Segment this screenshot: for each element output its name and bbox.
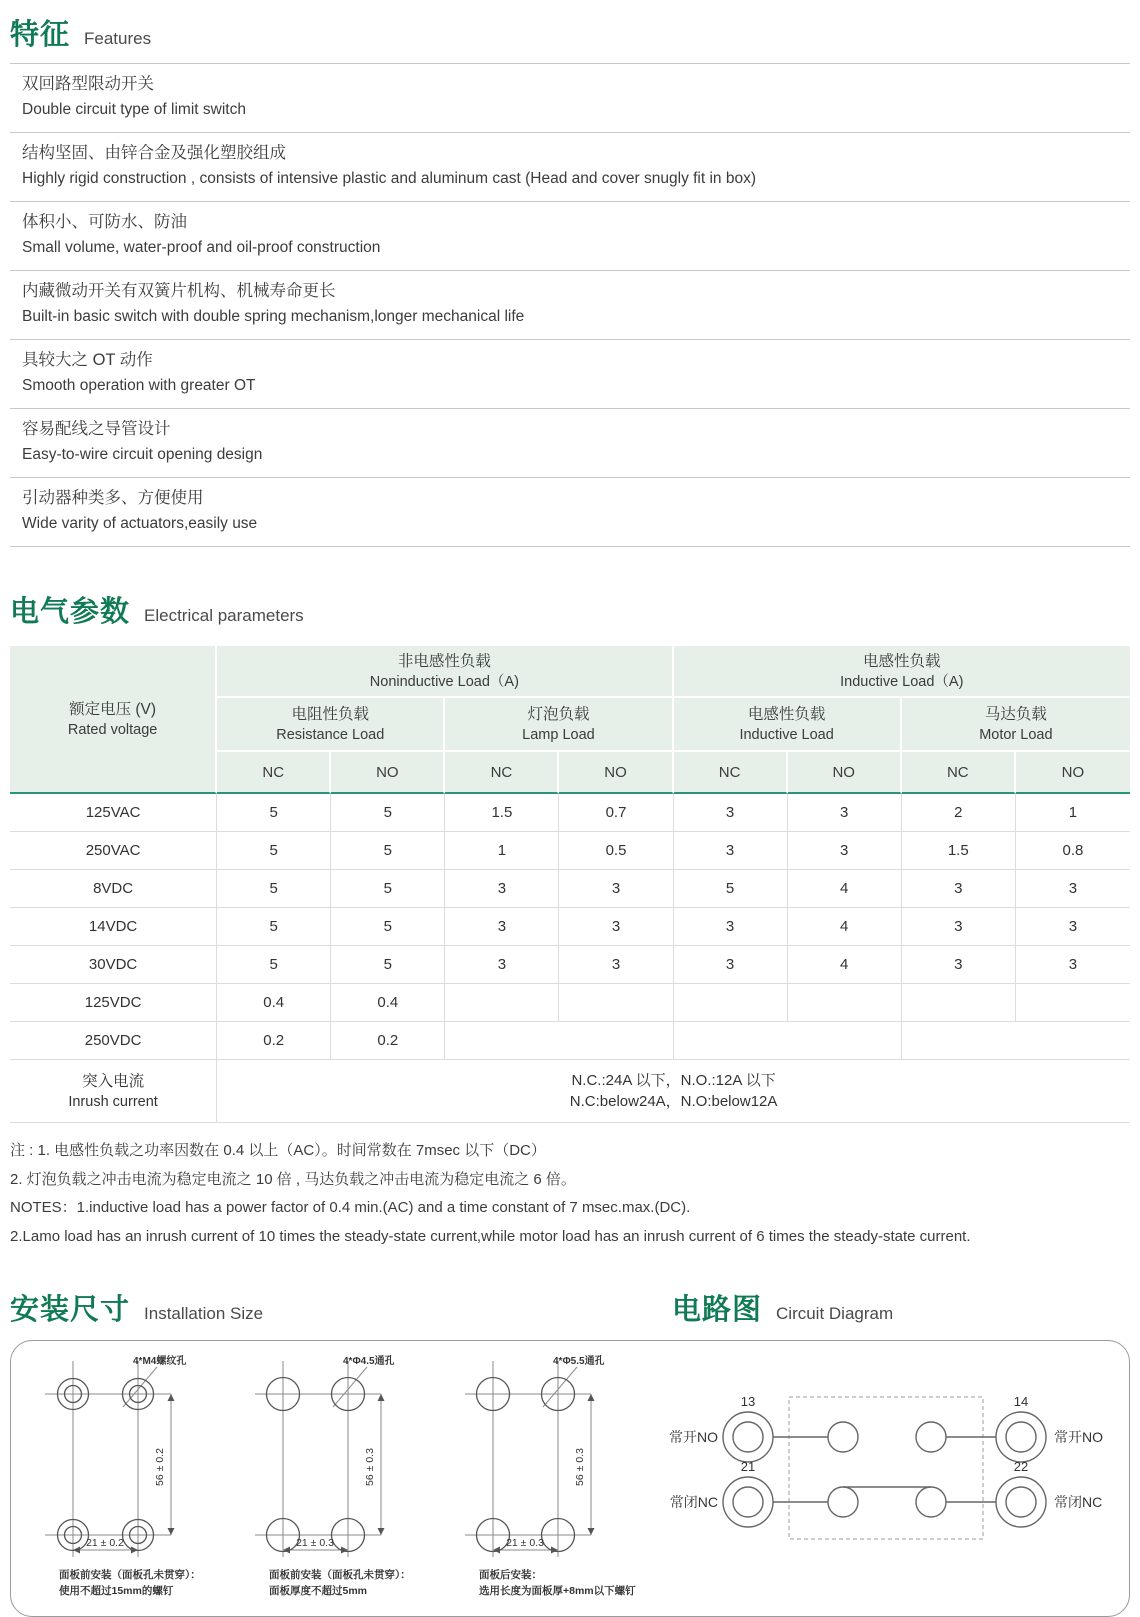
terminal-13-outer	[723, 1412, 773, 1462]
feature-text-zh: 具较大之 OT 动作	[22, 351, 153, 369]
header-inductive-load	[674, 698, 902, 752]
value-cell: 5	[217, 946, 331, 984]
header-noninductive-en: Noninductive Load（A)	[369, 673, 519, 690]
installation-heading-en: Installation Size	[144, 1304, 264, 1323]
feature-item	[10, 133, 1130, 202]
terminal-number-21: 21	[740, 1459, 756, 1474]
table-row	[10, 870, 1130, 908]
note-line: NOTES：1.inductive load has a power factor of 0.4 min.(AC) and a time constant of 7 msec.max.(DC).	[10, 1199, 691, 1216]
mounting-hole-circles	[58, 1379, 154, 1551]
value-cell: 3	[559, 946, 673, 984]
feature-item	[10, 409, 1130, 478]
header-no: NO	[331, 752, 445, 794]
header-nc: NC	[902, 752, 1016, 794]
circuit-diagram-heading	[672, 1287, 893, 1328]
value-cell: 1	[1016, 794, 1130, 832]
value-cell: 1	[445, 832, 559, 870]
table-row	[10, 946, 1130, 984]
header-rated-voltage	[10, 646, 217, 794]
value-cell: 5	[217, 794, 331, 832]
voltage-cell: 125VAC	[10, 794, 217, 832]
table-row	[10, 794, 1130, 832]
value-cell: 5	[331, 908, 445, 946]
circuit-diagram-svg	[663, 1369, 1115, 1609]
inrush-label-cell	[10, 1060, 217, 1123]
diagram-panel	[10, 1340, 1130, 1617]
value-cell: 3	[1016, 946, 1130, 984]
voltage-cell: 250VDC	[10, 1022, 217, 1060]
electrical-parameters-heading	[10, 589, 1130, 630]
no-label-left: 常开NO	[669, 1429, 718, 1445]
value-cell: 3	[902, 946, 1016, 984]
electrical-heading-zh: 电气参数	[10, 596, 131, 628]
value-cell: 0.2	[331, 1022, 445, 1060]
value-cell: 3	[788, 832, 902, 870]
feature-item	[10, 478, 1130, 547]
value-cell	[902, 1022, 1130, 1060]
feature-item	[10, 202, 1130, 271]
header-inductive-group-zh: 电感性负载	[863, 652, 941, 670]
header-lamp-load	[445, 698, 673, 752]
mounting-hole-circles	[267, 1378, 365, 1552]
feature-text-en: Easy-to-wire circuit opening design	[22, 446, 263, 463]
feature-text-zh: 容易配线之导管设计	[22, 420, 171, 438]
feature-item	[10, 271, 1130, 340]
switch-body-dashed-box	[789, 1397, 983, 1539]
nc-label-left: 常闭NC	[669, 1494, 718, 1510]
mounting-drawing-m4-svg	[33, 1349, 240, 1604]
terminal-21-outer	[723, 1477, 773, 1527]
value-cell: 3	[674, 832, 788, 870]
value-cell: 5	[217, 870, 331, 908]
circuit-heading-en: Circuit Diagram	[776, 1304, 894, 1323]
nc-label-right: 常闭NC	[1054, 1494, 1103, 1510]
contact-circle	[828, 1422, 858, 1452]
value-cell: 2	[902, 794, 1016, 832]
header-rated-voltage-zh: 额定电压 (V)	[69, 700, 157, 718]
datasheet-page	[0, 12, 1140, 1617]
voltage-cell: 8VDC	[10, 870, 217, 908]
mounting-drawing-m4	[33, 1349, 240, 1609]
value-cell: 1.5	[902, 832, 1016, 870]
horizontal-dimension: 21 ± 0.2	[86, 1537, 124, 1549]
value-cell: 3	[445, 870, 559, 908]
voltage-cell: 250VAC	[10, 832, 217, 870]
mounting-drawing-45-svg	[243, 1349, 450, 1604]
value-cell	[674, 1022, 902, 1060]
header-no: NO	[559, 752, 673, 794]
terminal-14-outer	[996, 1412, 1046, 1462]
value-cell: 0.7	[559, 794, 673, 832]
header-resistance-en: Resistance Load	[276, 726, 385, 743]
feature-text-zh: 内藏微动开关有双簧片机构、机械寿命更长	[22, 282, 336, 300]
feature-text-en: Small volume, water-proof and oil-proof construction	[22, 239, 381, 256]
drawing-caption-line1: 面板前安装（面板孔未贯穿）：	[269, 1569, 411, 1581]
value-cell	[559, 984, 673, 1022]
circuit-heading-zh: 电路图	[672, 1294, 763, 1326]
header-motor-load	[902, 698, 1130, 752]
mounting-hole-circles	[477, 1378, 575, 1552]
value-cell: 5	[674, 870, 788, 908]
voltage-cell: 14VDC	[10, 908, 217, 946]
value-cell	[902, 984, 1016, 1022]
value-cell: 3	[902, 908, 1016, 946]
header-inductive-group-en: Inductive Load（A)	[840, 673, 964, 690]
value-cell: 4	[788, 870, 902, 908]
table-notes	[10, 1137, 1130, 1251]
vertical-dimension: 56 ± 0.3	[574, 1448, 586, 1486]
value-cell: 5	[331, 794, 445, 832]
value-cell: 5	[331, 832, 445, 870]
feature-text-en: Double circuit type of limit switch	[22, 101, 246, 118]
value-cell	[1016, 984, 1130, 1022]
table-row	[10, 984, 1130, 1022]
voltage-cell: 125VDC	[10, 984, 217, 1022]
drawing-caption-line2: 选用长度为面板厚+8mm以下螺钉	[479, 1585, 636, 1597]
features-heading	[10, 12, 1130, 53]
contact-circle	[916, 1487, 946, 1517]
value-cell: 0.5	[559, 832, 673, 870]
value-cell	[788, 984, 902, 1022]
feature-text-zh: 引动器种类多、方便使用	[22, 489, 204, 507]
contact-circle	[828, 1487, 858, 1517]
header-no: NO	[1016, 752, 1130, 794]
value-cell: 3	[674, 908, 788, 946]
inrush-value-line1: N.C.:24A 以下，N.O.:12A 以下	[571, 1072, 776, 1089]
mounting-drawing-45	[243, 1349, 450, 1609]
feature-text-en: Built-in basic switch with double spring mechanism,longer mechanical life	[22, 308, 525, 325]
feature-item	[10, 340, 1130, 409]
header-motor-zh: 马达负载	[984, 705, 1047, 723]
value-cell: 5	[331, 870, 445, 908]
note-line: 2.Lamo load has an inrush current of 10 times the steady-state current,while motor load has an inrush current of 6 times the steady-state current.	[10, 1227, 971, 1245]
value-cell: 5	[217, 908, 331, 946]
installation-heading-zh: 安装尺寸	[10, 1294, 131, 1326]
value-cell: 3	[1016, 908, 1130, 946]
feature-text-en: Highly rigid construction , consists of intensive plastic and aluminum cast (Head and cover snugly fit in box)	[22, 170, 757, 187]
drawing-caption-line2: 面板厚度不超过5mm	[269, 1585, 368, 1597]
header-motor-en: Motor Load	[979, 726, 1053, 743]
table-row	[10, 832, 1130, 870]
feature-item	[10, 64, 1130, 133]
header-nc: NC	[217, 752, 331, 794]
drawing-caption-line1: 面板后安装：	[479, 1569, 542, 1581]
value-cell: 0.4	[331, 984, 445, 1022]
horizontal-dimension: 21 ± 0.3	[296, 1537, 334, 1549]
drawing-caption-line2: 使用不超过15mm的螺钉	[59, 1585, 174, 1597]
header-nc: NC	[674, 752, 788, 794]
header-inductive-zh: 电感性负载	[747, 705, 826, 723]
terminal-number-14: 14	[1013, 1394, 1029, 1409]
value-cell: 1.5	[445, 794, 559, 832]
value-cell	[674, 984, 788, 1022]
mounting-drawing-55-svg	[453, 1349, 660, 1604]
header-noninductive-load	[217, 646, 673, 698]
table-row	[10, 1022, 1130, 1060]
electrical-heading-en: Electrical parameters	[144, 606, 304, 625]
vertical-dimension: 56 ± 0.2	[154, 1448, 166, 1486]
header-lamp-en: Lamp Load	[522, 726, 595, 743]
feature-text-en: Wide varity of actuators,easily use	[22, 515, 258, 532]
terminal-number-22: 22	[1013, 1459, 1029, 1474]
feature-text-en: Smooth operation with greater OT	[22, 377, 256, 394]
value-cell: 4	[788, 946, 902, 984]
value-cell: 4	[788, 908, 902, 946]
header-resistance-zh: 电阻性负载	[291, 705, 370, 723]
bottom-headings	[10, 1287, 1130, 1328]
header-nc: NC	[445, 752, 559, 794]
header-inductive-load-group	[674, 646, 1130, 698]
horizontal-dimension: 21 ± 0.3	[506, 1537, 544, 1549]
header-lamp-zh: 灯泡负载	[527, 705, 590, 723]
value-cell: 3	[559, 870, 673, 908]
value-cell	[445, 1022, 673, 1060]
mounting-drawing-55	[453, 1349, 660, 1609]
header-rated-voltage-en: Rated voltage	[67, 721, 158, 738]
hole-label: 4*M4螺纹孔	[133, 1356, 187, 1367]
value-cell	[445, 984, 559, 1022]
value-cell: 3	[902, 870, 1016, 908]
contact-circle	[916, 1422, 946, 1452]
value-cell: 3	[674, 794, 788, 832]
header-no: NO	[788, 752, 902, 794]
value-cell: 5	[217, 832, 331, 870]
value-cell: 0.2	[217, 1022, 331, 1060]
inrush-label-zh: 突入电流	[82, 1072, 145, 1090]
features-heading-zh: 特征	[10, 19, 71, 51]
hole-label: 4*Φ5.5通孔	[553, 1356, 605, 1367]
value-cell: 3	[445, 908, 559, 946]
value-cell: 0.8	[1016, 832, 1130, 870]
value-cell: 3	[788, 794, 902, 832]
inrush-value-cell	[217, 1060, 1130, 1123]
no-label-right: 常开NO	[1054, 1429, 1103, 1445]
voltage-cell: 30VDC	[10, 946, 217, 984]
value-cell: 3	[1016, 870, 1130, 908]
feature-text-zh: 双回路型限动开关	[22, 75, 154, 93]
terminal-number-13: 13	[740, 1394, 756, 1409]
feature-text-zh: 体积小、可防水、防油	[22, 213, 187, 231]
vertical-dimension: 56 ± 0.3	[364, 1448, 376, 1486]
value-cell: 3	[445, 946, 559, 984]
note-line: 注 : 1. 电感性负载之功率因数在 0.4 以上（AC）。时间常数在 7msec 以下（DC）	[10, 1142, 546, 1159]
features-heading-en: Features	[84, 29, 152, 48]
value-cell: 0.4	[217, 984, 331, 1022]
drawing-caption-line1: 面板前安装（面板孔未贯穿）：	[59, 1569, 201, 1581]
feature-text-zh: 结构坚固、由锌合金及强化塑胶组成	[22, 144, 286, 162]
inrush-label-en: Inrush current	[68, 1093, 158, 1110]
header-noninductive-zh: 非电感性负载	[397, 652, 491, 670]
value-cell: 5	[331, 946, 445, 984]
terminal-22-outer	[996, 1477, 1046, 1527]
electrical-parameters-table	[10, 646, 1130, 1123]
value-cell: 3	[559, 908, 673, 946]
installation-size-heading	[10, 1287, 672, 1328]
hole-label: 4*Φ4.5通孔	[343, 1356, 395, 1367]
circuit-diagram	[663, 1369, 1115, 1614]
inrush-value-line2: N.C:below24A，N.O:below12A	[569, 1093, 778, 1110]
header-inductive-en: Inductive Load	[739, 726, 834, 743]
value-cell: 3	[674, 946, 788, 984]
inrush-current-row	[10, 1060, 1130, 1123]
features-list	[10, 63, 1130, 547]
table-row	[10, 908, 1130, 946]
header-resistance-load	[217, 698, 445, 752]
note-line: 2. 灯泡负载之冲击电流为稳定电流之 10 倍 , 马达负载之冲击电流为稳定电流之 6 倍。	[10, 1170, 576, 1188]
